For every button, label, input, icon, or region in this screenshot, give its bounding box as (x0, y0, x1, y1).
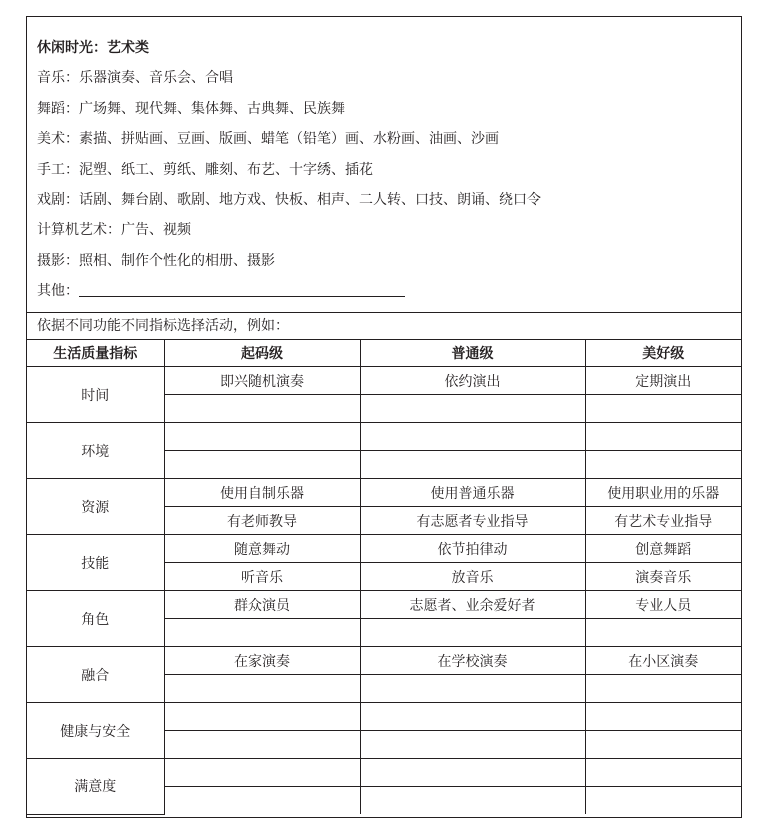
ideal-level-cell: 在小区演奏 (585, 647, 741, 675)
other-label: 其他： (37, 283, 79, 300)
indicator-cell: 角色 (27, 591, 164, 647)
table-row (27, 423, 741, 451)
category-photography: 摄影：照相、制作个性化的相册、摄影 (37, 252, 275, 269)
basic-level-cell (164, 731, 360, 759)
example-note: 依据不同功能不同指标选择活动，例如： (37, 318, 289, 334)
table-row (27, 759, 741, 787)
ideal-level-cell (585, 675, 741, 703)
basic-level-cell: 随意舞动 (164, 535, 360, 563)
ideal-level-cell (585, 759, 741, 787)
header-indicator: 生活质量指标 (27, 340, 164, 367)
indicator-cell: 技能 (27, 535, 164, 591)
activity-categories (27, 17, 741, 313)
category-other (37, 276, 741, 306)
quality-indicator-table (27, 339, 741, 815)
indicator-cell: 健康与安全 (27, 703, 164, 759)
basic-level-cell (164, 703, 360, 731)
standard-level-cell (360, 787, 585, 815)
ideal-level-cell: 有艺术专业指导 (585, 507, 741, 535)
activity-form (26, 16, 742, 818)
ideal-level-cell: 使用职业用的乐器 (585, 479, 741, 507)
standard-level-cell: 依约演出 (360, 367, 585, 395)
basic-level-cell (164, 423, 360, 451)
header-standard-level: 普通级 (360, 340, 585, 367)
category-computer-art: 计算机艺术：广告、视频 (37, 222, 191, 239)
basic-level-cell (164, 787, 360, 815)
basic-level-cell: 使用自制乐器 (164, 479, 360, 507)
header-basic-level: 起码级 (164, 340, 360, 367)
standard-level-cell: 有志愿者专业指导 (360, 507, 585, 535)
standard-level-cell: 放音乐 (360, 563, 585, 591)
table-row (27, 479, 741, 507)
indicator-cell: 资源 (27, 479, 164, 535)
basic-level-cell: 群众演员 (164, 591, 360, 619)
table-row (27, 703, 741, 731)
standard-level-cell (360, 619, 585, 647)
category-heading: 休闲时光：艺术类 (37, 40, 149, 56)
standard-level-cell (360, 395, 585, 423)
basic-level-cell: 在家演奏 (164, 647, 360, 675)
ideal-level-cell (585, 731, 741, 759)
ideal-level-cell: 定期演出 (585, 367, 741, 395)
header-ideal-level: 美好级 (585, 340, 741, 367)
table-row (27, 647, 741, 675)
basic-level-cell (164, 395, 360, 423)
basic-level-cell (164, 759, 360, 787)
category-music: 音乐：乐器演奏、音乐会、合唱 (37, 70, 233, 87)
standard-level-cell: 在学校演奏 (360, 647, 585, 675)
table-body (27, 367, 741, 815)
ideal-level-cell (585, 787, 741, 815)
standard-level-cell (360, 731, 585, 759)
basic-level-cell (164, 675, 360, 703)
category-handcraft: 手工：泥塑、纸工、剪纸、雕刻、布艺、十字绣、插花 (37, 161, 373, 178)
standard-level-cell (360, 703, 585, 731)
ideal-level-cell: 创意舞蹈 (585, 535, 741, 563)
basic-level-cell: 有老师教导 (164, 507, 360, 535)
standard-level-cell (360, 759, 585, 787)
standard-level-cell (360, 423, 585, 451)
standard-level-cell (360, 451, 585, 479)
category-drama: 戏剧：话剧、舞台剧、歌剧、地方戏、快板、相声、二人转、口技、朗诵、绕口令 (37, 191, 541, 208)
basic-level-cell: 听音乐 (164, 563, 360, 591)
ideal-level-cell: 专业人员 (585, 591, 741, 619)
ideal-level-cell (585, 423, 741, 451)
indicator-cell: 时间 (27, 367, 164, 423)
category-fine-art: 美术：素描、拼贴画、豆画、版画、蜡笔（铅笔）画、水粉画、油画、沙画 (37, 131, 499, 148)
indicator-cell: 环境 (27, 423, 164, 479)
standard-level-cell: 依节拍律动 (360, 535, 585, 563)
basic-level-cell (164, 451, 360, 479)
ideal-level-cell (585, 395, 741, 423)
indicator-cell: 满意度 (27, 759, 164, 815)
table-row (27, 535, 741, 563)
ideal-level-cell (585, 619, 741, 647)
other-blank-line[interactable] (79, 280, 405, 297)
category-dance: 舞蹈：广场舞、现代舞、集体舞、古典舞、民族舞 (37, 100, 345, 117)
table-row (27, 591, 741, 619)
standard-level-cell: 使用普通乐器 (360, 479, 585, 507)
ideal-level-cell (585, 451, 741, 479)
standard-level-cell: 志愿者、业余爱好者 (360, 591, 585, 619)
basic-level-cell: 即兴随机演奏 (164, 367, 360, 395)
table-header-row (27, 340, 741, 367)
indicator-cell: 融合 (27, 647, 164, 703)
ideal-level-cell (585, 703, 741, 731)
basic-level-cell (164, 619, 360, 647)
ideal-level-cell: 演奏音乐 (585, 563, 741, 591)
table-row (27, 367, 741, 395)
standard-level-cell (360, 675, 585, 703)
